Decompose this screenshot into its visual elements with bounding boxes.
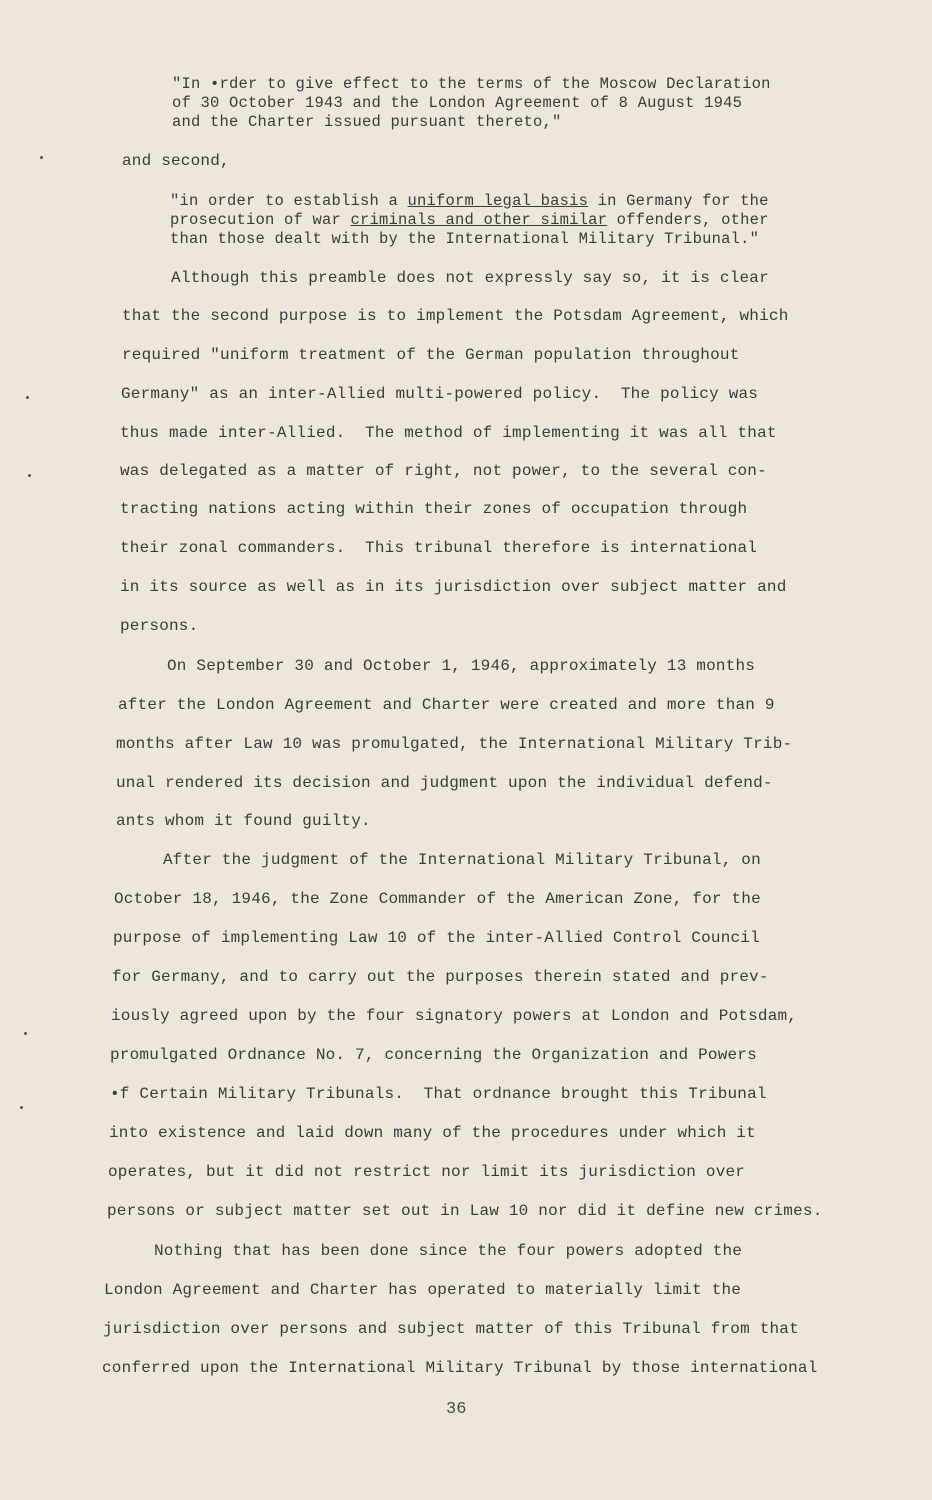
p4-line4: conferred upon the International Military Tribunal by those international — [102, 1359, 818, 1377]
p3-line6: promulgated Ordnance No. 7, concerning the Organization and Powers — [110, 1046, 757, 1064]
p4-line2: London Agreement and Charter has operated to materially limit the — [104, 1281, 742, 1299]
p2-line1: On September 30 and October 1, 1946, approximately 13 months — [118, 657, 756, 675]
p3-line8: into existence and laid down many of the procedures under which it — [109, 1124, 756, 1142]
quote2-line3: than those dealt with by the International Military Tribunal." — [170, 230, 760, 248]
p4-line1: Nothing that has been done since the four powers adopted the — [105, 1242, 743, 1260]
margin-speck — [28, 474, 31, 477]
p3-line4: for Germany, and to carry out the purposes therein stated and prev- — [112, 968, 769, 986]
margin-speck — [26, 396, 29, 399]
quote2-line2-pre: prosecution of war — [170, 211, 351, 229]
and-second: and second, — [122, 152, 230, 170]
p1-line1: Although this preamble does not expressly say so, it is clear — [122, 269, 769, 287]
p3-line2: October 18, 1946, the Zone Commander of the American Zone, for the — [114, 890, 761, 908]
p1-line9: in its source as well as in its jurisdiction over subject matter and — [120, 578, 787, 596]
p3-line7: •f Certain Military Tribunals. That ordnance brought this Tribunal — [110, 1085, 767, 1103]
quote2-line2-underlined: criminals and other similar — [350, 211, 608, 229]
p4-line3: jurisdiction over persons and subject matter of this Tribunal from that — [103, 1320, 799, 1338]
quote2-line1-pre: "in order to establish a — [170, 192, 408, 210]
quote2-line1-post: in Germany for the — [588, 192, 769, 210]
quote2-line2 — [170, 211, 769, 229]
p3-line10: persons or subject matter set out in Law 10 nor did it define new crimes. — [107, 1202, 823, 1220]
p1-line2: that the second purpose is to implement the Potsdam Agreement, which — [122, 307, 789, 325]
quote2-line2-post: offenders, other — [607, 211, 769, 229]
quote2-line1-underlined: uniform legal basis — [407, 192, 589, 210]
margin-speck — [24, 1032, 27, 1035]
p3-line1: After the judgment of the International Military Tribunal, on — [114, 851, 761, 869]
p1-line7: tracting nations acting within their zones of occupation through — [120, 500, 748, 518]
quote1-line1: "In •rder to give effect to the terms of the Moscow Declaration — [172, 75, 771, 93]
p3-line3: purpose of implementing Law 10 of the inter-Allied Control Council — [113, 929, 760, 947]
page-number: 36 — [446, 1400, 467, 1419]
p3-line9: operates, but it did not restrict nor limit its jurisdiction over — [108, 1163, 746, 1181]
p3-line5: iously agreed upon by the four signatory powers at London and Potsdam, — [111, 1007, 798, 1025]
p2-line5: ants whom it found guilty. — [116, 812, 371, 830]
p1-line3: required "uniform treatment of the German population throughout — [122, 346, 740, 364]
quote1-line2: of 30 October 1943 and the London Agreement of 8 August 1945 — [172, 94, 743, 112]
p1-line8: their zonal commanders. This tribunal therefore is international — [120, 539, 758, 557]
p1-line6: was delegated as a matter of right, not power, to the several con- — [120, 462, 767, 480]
margin-speck — [20, 1106, 23, 1109]
p2-line3: months after Law 10 was promulgated, the International Military Trib- — [116, 735, 793, 753]
p1-line4: Germany" as an inter-Allied multi-powered policy. The policy was — [121, 385, 759, 403]
p1-line5: thus made inter-Allied. The method of implementing it was all that — [120, 424, 777, 442]
quote2-line1 — [170, 192, 769, 210]
p2-line2: after the London Agreement and Charter were created and more than 9 — [118, 696, 775, 714]
quote1-line3: and the Charter issued pursuant thereto," — [172, 113, 562, 131]
p2-line4: unal rendered its decision and judgment upon the individual defend- — [116, 774, 773, 792]
margin-speck — [40, 156, 43, 159]
p1-line10: persons. — [120, 617, 199, 635]
